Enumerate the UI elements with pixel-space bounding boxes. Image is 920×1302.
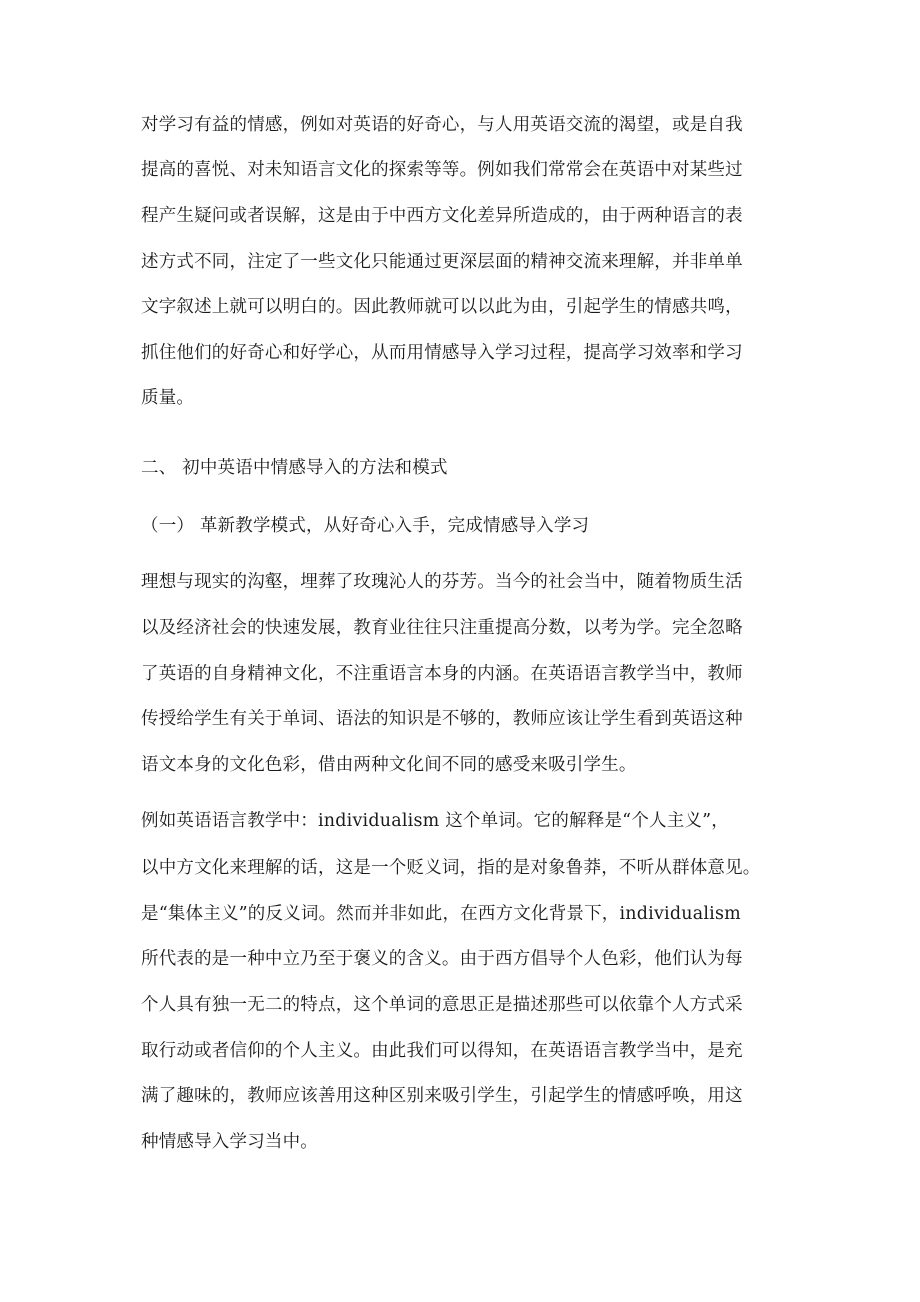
text-line: 了英语的自身精神文化，不注重语言本身的内涵。在英语语言教学当中，教师 xyxy=(141,664,743,684)
text-line: 取行动或者信仰的个人主义。由此我们可以得知，在英语语言教学当中，是充 xyxy=(141,1041,743,1061)
text-line: 对学习有益的情感，例如对英语的好奇心，与人用英语交流的渴望，或是自我 xyxy=(141,115,743,135)
text-line: 述方式不同，注定了一些文化只能通过更深层面的精神交流来理解，并非单单 xyxy=(141,252,743,272)
text-line: 以及经济社会的快速发展，教育业往往只注重提高分数，以考为学。完全忽略 xyxy=(141,618,743,638)
text-line: 文字叙述上就可以明白的。因此教师就可以以此为由，引起学生的情感共鸣， xyxy=(141,297,743,317)
text-line: 所代表的是一种中立乃至于褒义的含义。由于西方倡导个人色彩，他们认为每 xyxy=(141,949,743,969)
section-heading: 二、 初中英语中情感导入的方法和模式 xyxy=(141,458,448,478)
text-line: 质量。 xyxy=(141,388,195,408)
text-line: 传授给学生有关于单词、语法的知识是不够的，教师应该让学生看到英语这种 xyxy=(141,709,743,729)
text-line: 提高的喜悦、对未知语言文化的探索等等。例如我们常常会在英语中对某些过 xyxy=(141,160,743,180)
text-line: 以中方文化来理解的话，这是一个贬义词，指的是对象鲁莽，不听从群体意见。 xyxy=(141,858,761,878)
text-line: 例如英语语言教学中：individualism 这个单词。它的解释是“个人主义”， xyxy=(141,811,729,831)
subsection-heading: （一） 革新教学模式，从好奇心入手，完成情感导入学习 xyxy=(141,516,590,536)
text-line: 满了趣味的，教师应该善用这种区别来吸引学生，引起学生的情感呼唤，用这 xyxy=(141,1086,743,1106)
text-line: 是“集体主义”的反义词。然而并非如此，在西方文化背景下，individualism xyxy=(141,904,741,924)
text-line: 理想与现实的沟壑，埋葬了玫瑰沁人的芬芳。当今的社会当中，随着物质生活 xyxy=(141,572,743,592)
text-line: 个人具有独一无二的特点，这个单词的意思正是描述那些可以依靠个人方式采 xyxy=(141,995,743,1015)
text-line: 语文本身的文化色彩，借由两种文化间不同的感受来吸引学生。 xyxy=(141,755,637,775)
text-line: 抓住他们的好奇心和好学心，从而用情感导入学习过程，提高学习效率和学习 xyxy=(141,343,743,363)
text-line: 种情感导入学习当中。 xyxy=(141,1132,318,1152)
text-line: 程产生疑问或者误解，这是由于中西方文化差异所造成的，由于两种语言的表 xyxy=(141,206,743,226)
